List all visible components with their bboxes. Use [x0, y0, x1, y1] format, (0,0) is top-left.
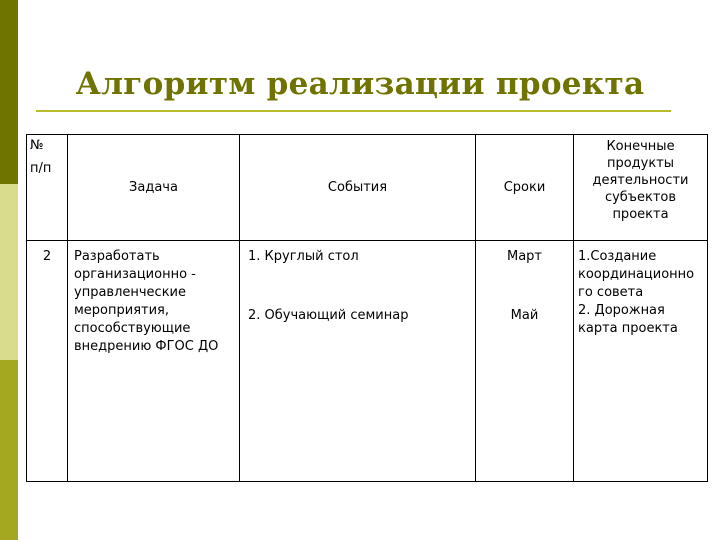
event-training-seminar: 2. Обучающий семинар	[248, 308, 409, 323]
title-underline	[36, 110, 671, 112]
header-final-products	[574, 135, 708, 241]
project-table	[26, 134, 708, 482]
row-events	[240, 241, 476, 482]
header-final-line: Конечные	[606, 139, 675, 154]
term-march: Март	[506, 249, 542, 264]
header-final-line: деятельности	[592, 173, 689, 188]
task-line: Разработать	[74, 249, 160, 264]
side-bar-segment-dark	[0, 0, 18, 184]
header-number	[27, 135, 68, 241]
row-task	[68, 241, 240, 482]
task-line: мероприятия,	[74, 303, 170, 318]
slide-side-bar	[0, 0, 18, 540]
row-terms	[476, 241, 574, 482]
final-product-line: го совета	[578, 285, 644, 300]
header-final-line: проекта	[612, 207, 669, 222]
task-line: управленческие	[74, 285, 187, 300]
task-line: способствующие	[74, 321, 191, 336]
header-final-line: продукты	[606, 156, 675, 171]
row-final-products	[574, 241, 708, 482]
table-header-row	[27, 135, 708, 241]
final-product-line: карта проекта	[578, 321, 678, 336]
slide-title: Алгоритм реализации проекта	[75, 66, 645, 102]
task-line: организационно -	[74, 267, 196, 282]
final-product-line: 1.Создание	[578, 249, 657, 264]
header-number-line2: п/п	[30, 161, 52, 176]
task-line: внедрению ФГОС ДО	[74, 339, 219, 354]
header-events: События	[240, 135, 476, 241]
header-final-line: субъектов	[604, 190, 677, 205]
header-terms: Сроки	[476, 135, 574, 241]
row-number: 2	[27, 241, 68, 482]
side-bar-segment-medium	[0, 360, 18, 540]
term-may: Май	[510, 308, 539, 323]
table-row	[27, 241, 708, 482]
header-number-line1: №	[30, 138, 44, 153]
event-round-table: 1. Круглый стол	[248, 249, 359, 264]
final-product-line: 2. Дорожная	[578, 303, 665, 318]
header-task: Задача	[68, 135, 240, 241]
final-product-line: координационно	[578, 267, 695, 282]
side-bar-segment-light	[0, 184, 18, 360]
